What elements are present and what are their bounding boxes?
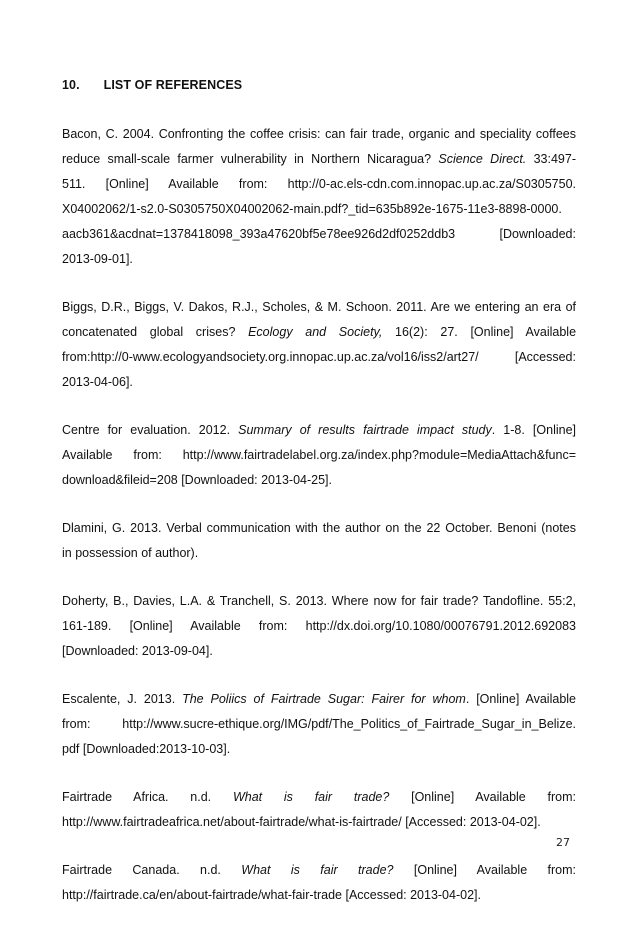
section-heading	[62, 78, 242, 92]
reference-line: download&fileid=208 [Downloaded: 2013-04-25].	[62, 473, 332, 487]
reference-line: from: http://www.sucre-ethique.org/IMG/pdf/The_Politics_of_Fairtrade_Sugar_in_Belize.	[62, 717, 576, 731]
reference-entry	[62, 687, 576, 762]
reference-line: pdf [Downloaded:2013-10-03].	[62, 742, 231, 756]
reference-line: http://fairtrade.ca/en/about-fairtrade/what-fair-trade [Accessed: 2013-04-02].	[62, 888, 481, 902]
reference-entry	[62, 785, 576, 835]
reference-line: Fairtrade Africa. n.d. What is fair trade? [Online] Available from:	[62, 790, 577, 804]
reference-line: X04002062/1-s2.0-S0305750X04002062-main.pdf?_tid=635b892e-1675-11e3-8898-0000.	[62, 202, 562, 216]
reference-entry	[62, 858, 576, 908]
reference-line: Bacon, C. 2004. Confronting the coffee crisis: can fair trade, organic and speciality coffees	[62, 127, 576, 141]
reference-line: Biggs, D.R., Biggs, V. Dakos, R.J., Scholes, & M. Schoon. 2011. Are we entering an era of	[62, 300, 576, 314]
reference-entry	[62, 589, 576, 664]
reference-line: Centre for evaluation. 2012. Summary of results fairtrade impact study. 1-8. [Online]	[62, 423, 576, 437]
section-title: LIST OF REFERENCES	[103, 78, 243, 92]
reference-line: [Downloaded: 2013-09-04].	[62, 644, 213, 658]
reference-line: Fairtrade Canada. n.d. What is fair trade? [Online] Available from:	[62, 863, 577, 877]
reference-line: Doherty, B., Davies, L.A. & Tranchell, S. 2013. Where now for fair trade? Tandofline. 55:2,	[62, 594, 576, 608]
reference-line: 2013-04-06].	[62, 375, 133, 389]
reference-entry	[62, 295, 576, 395]
reference-line: http://www.fairtradeafrica.net/about-fairtrade/what-is-fairtrade/ [Accessed: 2013-04-02].	[62, 815, 541, 829]
reference-line: reduce small-scale farmer vulnerability in Northern Nicaragua? Science Direct. 33:497-	[62, 152, 576, 166]
reference-line: Available from: http://www.fairtradelabel.org.za/index.php?module=MediaAttach&func=	[62, 448, 576, 462]
reference-line: in possession of author).	[62, 546, 199, 560]
reference-entry	[62, 122, 576, 272]
reference-entry	[62, 418, 576, 493]
reference-line: Dlamini, G. 2013. Verbal communication with the author on the 22 October. Benoni (notes	[62, 521, 576, 535]
reference-line: from:http://0-www.ecologyandsociety.org.innopac.up.ac.za/vol16/iss2/art27/ [Accessed:	[62, 350, 576, 364]
reference-entry	[62, 516, 576, 566]
reference-line: 511. [Online] Available from: http://0-ac.els-cdn.com.innopac.up.ac.za/S0305750.	[62, 177, 576, 191]
reference-line: aacb361&acdnat=1378418098_393a47620bf5e78ee926d2df0252ddb3 [Downloaded:	[62, 227, 576, 241]
reference-line: concatenated global crises? Ecology and Society, 16(2): 27. [Online] Available	[62, 325, 577, 339]
section-number: 10.	[62, 78, 80, 92]
reference-list	[62, 122, 576, 931]
page-number: 27	[556, 836, 570, 849]
reference-line: Escalente, J. 2013. The Poliics of Fairtrade Sugar: Fairer for whom. [Online] Available	[62, 692, 576, 706]
reference-line: 2013-09-01].	[62, 252, 133, 266]
reference-line: 161-189. [Online] Available from: http://dx.doi.org/10.1080/00076791.2012.692083	[62, 619, 576, 633]
